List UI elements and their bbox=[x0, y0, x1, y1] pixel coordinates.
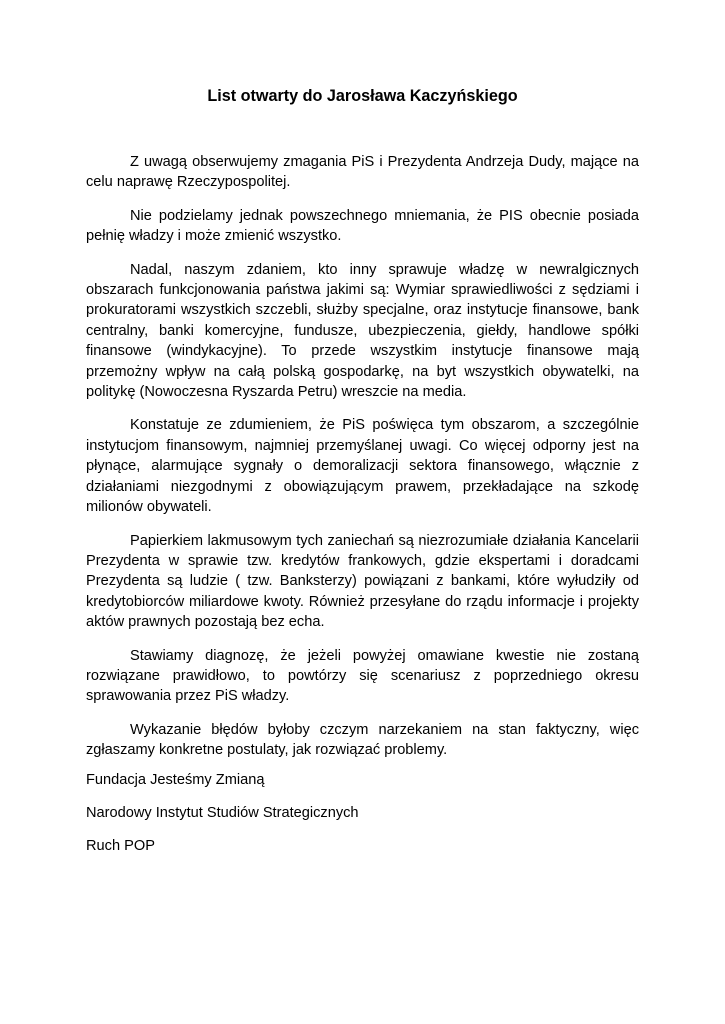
paragraph-6: Stawiamy diagnozę, że jeżeli powyżej omawiane kwestie nie zostaną rozwiązane prawidłowo, to powtórzy się scenariusz z poprzedniego okresu sprawowania przez PiS władzy. bbox=[86, 647, 639, 705]
letter-body bbox=[86, 152, 639, 774]
paragraph-3: Nadal, naszym zdaniem, kto inny sprawuje władzę w newralgicznych obszarach funkcjonowania państwa jakimi są: Wymiar sprawiedliwości z sędziami i prokuratorami wszystkich szczebli, służby specjalne, oraz instytucje finansowe, bank centralny, banki komercyjne, fundusze, ubezpieczenia, giełdy, handlowe spółki finansowe (windykacyjne). To przede wszystkim instytucje finansowe mają przemożny wpływ na całą polską gospodarkę, na byt wszystkich obywatelki, na politykę (Nowoczesna Ryszarda Petru) wreszcie na media. bbox=[86, 261, 639, 401]
signatories bbox=[86, 770, 639, 869]
document-title: List otwarty do Jarosława Kaczyńskiego bbox=[207, 87, 518, 105]
paragraph-2: Nie podzielamy jednak powszechnego mniemania, że PIS obecnie posiada pełnię władzy i może zmienić wszystko. bbox=[86, 207, 639, 245]
signatory-2: Narodowy Instytut Studiów Strategicznych bbox=[86, 805, 359, 821]
signatory-3: Ruch POP bbox=[86, 838, 155, 854]
paragraph-1: Z uwagą obserwujemy zmagania PiS i Prezydenta Andrzeja Dudy, mające na celu naprawę Rzeczypospolitej. bbox=[86, 154, 639, 191]
signatory-1: Fundacja Jesteśmy Zmianą bbox=[86, 772, 265, 788]
paragraph-4: Konstatuje ze zdumieniem, że PiS poświęca tym obszarom, a szczególnie instytucjom finansowym, najmniej przemyślanej uwagi. Co więcej odporny jest na płynące, alarmujące sygnały o demoralizacji sektora finansowego, włącznie z działaniami niezgodnymi z obowiązującym prawem, przekładające na szkodę milionów obywateli. bbox=[86, 417, 639, 516]
paragraph-7: Wykazanie błędów byłoby czczym narzekaniem na stan faktyczny, więc zgłaszamy konkretne postulaty, jak rozwiązać problemy. bbox=[86, 721, 639, 759]
paragraph-5: Papierkiem lakmusowym tych zaniechań są niezrozumiałe działania Kancelarii Prezydenta w sprawie tzw. kredytów frankowych, gdzie ekspertami i doradcami Prezydenta są ludzie ( tzw. Banksterzy) powiązani z bankami, które wyłudziły od kredytobiorców miliardowe kwoty. Również przesyłane do rządu informacje i projekty aktów prawnych pozostają bez echa. bbox=[86, 532, 639, 631]
